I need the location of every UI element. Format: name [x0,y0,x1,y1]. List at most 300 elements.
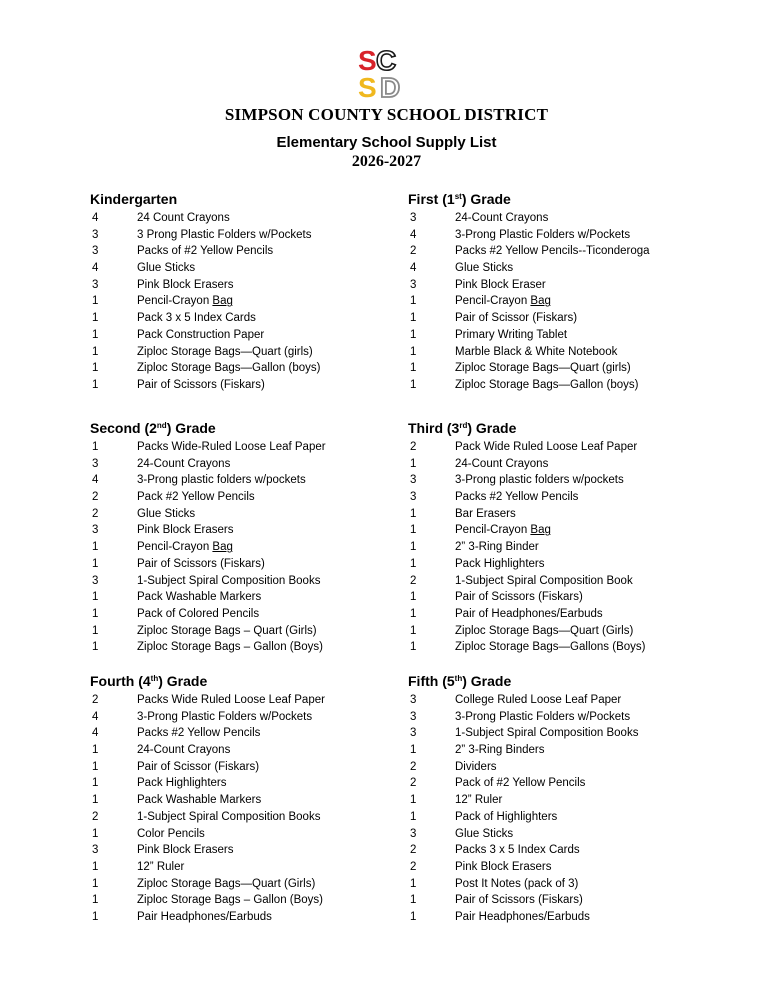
item-description [455,859,552,876]
item-text: Pencil-Crayon [137,295,213,308]
list-item [408,725,768,742]
item-text: 24-Count Crayons [137,744,231,757]
item-quantity: 1 [410,362,417,375]
item-text: Pair Headphones/Earbuds [137,910,272,923]
item-quantity: 1 [92,744,99,757]
item-text-underlined: Bag [530,295,551,308]
item-description [455,892,583,909]
item-quantity: 1 [92,441,99,453]
list-item [408,842,768,859]
section-fourth-grade [90,673,450,926]
item-text: 24-Count Crayons [455,457,549,470]
list-item [90,327,450,344]
list-item [90,892,450,909]
list-item [90,639,450,656]
item-text: Pair of Scissor (Fiskars) [455,312,578,325]
item-quantity: 1 [410,295,417,308]
item-list [90,210,450,394]
section-title-text: Second (2 [90,420,157,436]
item-description [137,472,306,489]
list-item [408,260,768,277]
item-quantity: 4 [410,262,417,275]
item-text: Packs #2 Yellow Pencils--Ticonderoga [455,245,650,258]
list-item [408,539,768,556]
item-text-underlined: Bag [530,524,551,537]
item-description [137,243,273,260]
item-description [137,377,265,394]
item-quantity: 1 [410,541,417,554]
item-quantity: 1 [92,295,99,308]
section-title-text: Kindergarten [90,191,178,207]
item-text: 1-Subject Spiral Composition Book [455,574,633,587]
item-text: Primary Writing Tablet [455,328,568,341]
section-title-text: Fourth (4 [90,673,151,689]
item-text: Pink Block Erasers [137,524,234,537]
item-text: Pack #2 Yellow Pencils [137,491,255,504]
item-text: Pink Block Eraser [455,278,546,291]
list-item [90,775,450,792]
section-title-ordinal: st [454,192,462,201]
item-description [137,260,195,277]
item-description [455,277,546,294]
list-item [90,506,450,523]
list-item [408,589,768,606]
item-quantity: 1 [92,607,99,620]
item-text: Pack 3 x 5 Index Cards [137,312,256,325]
item-quantity: 3 [92,457,99,470]
section-title-suffix: ) Grade [462,673,512,689]
item-description [455,472,624,489]
list-item [90,709,450,726]
item-description [137,439,326,456]
item-text: Pack of #2 Yellow Pencils [455,777,586,790]
item-text: Ziploc Storage Bags—Quart (girls) [137,345,313,358]
item-text: Pack of Highlighters [455,810,558,823]
item-description [455,792,502,809]
item-text: Pair of Scissors (Fiskars) [137,557,265,570]
item-description [455,522,551,539]
item-text: 24-Count Crayons [455,212,549,224]
item-quantity: 1 [410,894,417,907]
list-item [90,489,450,506]
list-item [90,606,450,623]
item-text: Ziploc Storage Bags—Gallons (Boys) [455,641,646,654]
section-title-text: Third (3 [408,420,460,436]
list-item [90,809,450,826]
item-description [455,310,577,327]
logo-s-gold: S [358,72,377,100]
item-text: Glue Sticks [455,262,514,275]
item-quantity: 1 [92,760,99,773]
item-text: 12” Ruler [455,794,503,807]
item-description [137,556,265,573]
list-item [408,826,768,843]
item-quantity: 3 [92,278,99,291]
item-description [455,623,633,640]
section-second-grade [90,420,450,656]
section-title [408,420,768,437]
item-quantity: 3 [410,212,417,224]
item-quantity: 1 [410,345,417,358]
list-item [408,742,768,759]
item-description [455,742,544,759]
item-description [137,210,230,227]
item-description [455,243,650,260]
list-item [90,456,450,473]
item-text: 3-Prong Plastic Folders w/Pockets [455,710,631,723]
item-description [137,792,261,809]
list-item [408,293,768,310]
list-item [408,522,768,539]
item-description [455,775,585,792]
item-text: Packs Wide-Ruled Loose Leaf Paper [137,441,326,453]
item-quantity: 1 [410,794,417,807]
item-text: Ziploc Storage Bags—Gallon (boys) [455,378,639,391]
item-description [455,573,633,590]
item-text-underlined: Bag [212,295,233,308]
list-item [408,556,768,573]
list-item [90,759,450,776]
item-description [455,489,578,506]
item-quantity: 1 [410,877,417,890]
item-quantity: 2 [410,245,417,258]
item-description [455,344,617,361]
item-quantity: 1 [410,910,417,923]
item-text: 2” 3-Ring Binder [455,541,539,554]
item-text: Pack Construction Paper [137,328,265,341]
document-title: Elementary School Supply List [276,134,497,151]
list-item [90,210,450,227]
item-description [137,859,184,876]
item-text: Pink Block Erasers [137,844,234,857]
item-description [455,826,513,843]
item-text: 24 Count Crayons [137,212,230,224]
item-description [137,742,230,759]
item-description [137,759,259,776]
item-text: 1-Subject Spiral Composition Books [137,574,321,587]
logo-d-gray: D [380,72,401,100]
item-description [455,556,544,573]
item-text: Pair Headphones/Earbuds [455,910,590,923]
item-quantity: 1 [410,312,417,325]
item-description [137,775,226,792]
district-logo [356,44,422,100]
list-item [408,809,768,826]
logo-c-black: C [376,45,397,76]
item-quantity: 4 [92,710,99,723]
item-quantity: 4 [92,474,99,487]
item-text: Ziploc Storage Bags – Gallon (Boys) [137,894,324,907]
item-quantity: 1 [92,345,99,358]
logo-s-red: S [358,45,377,76]
section-title-text: First (1 [408,191,455,207]
item-list [408,692,768,926]
item-text: Pink Block Erasers [455,860,552,873]
item-quantity: 1 [92,624,99,637]
item-description [455,589,583,606]
item-text: Pack Washable Markers [137,591,262,604]
item-text: Post It Notes (pack of 3) [455,877,579,890]
item-text: Pair of Scissors (Fiskars) [455,894,583,907]
list-item [408,210,768,227]
item-description [455,709,630,726]
item-quantity: 1 [92,794,99,807]
item-quantity: 4 [92,212,99,224]
list-item [408,277,768,294]
item-description [455,639,645,656]
item-quantity: 1 [410,457,417,470]
item-text: 3-Prong plastic folders w/pockets [137,474,306,487]
item-quantity: 2 [410,574,417,587]
item-description [137,539,233,556]
item-description [455,327,567,344]
section-title-text: Fifth (5 [408,673,455,689]
list-item [408,892,768,909]
item-description [137,573,320,590]
item-text: Glue Sticks [137,262,196,275]
item-description [137,692,325,709]
item-text: Dividers [455,760,497,773]
item-description [455,227,630,244]
list-item [90,692,450,709]
section-fifth-grade [408,673,768,926]
item-quantity: 4 [92,727,99,740]
list-item [90,344,450,361]
item-text: Pair of Scissor (Fiskars) [137,760,260,773]
item-description [137,489,255,506]
item-description [455,759,497,776]
list-item [90,589,450,606]
item-description [137,310,256,327]
list-item [408,909,768,926]
item-text: Ziploc Storage Bags – Gallon (Boys) [137,641,324,654]
item-quantity: 1 [92,378,99,391]
section-title-ordinal: nd [156,421,167,430]
item-text: Pack Washable Markers [137,794,262,807]
item-description [137,456,230,473]
item-quantity: 3 [410,474,417,487]
item-quantity: 4 [410,228,417,241]
item-text: Glue Sticks [137,507,196,520]
item-quantity: 1 [410,591,417,604]
list-item [90,243,450,260]
item-quantity: 1 [92,328,99,341]
section-title-suffix: ) Grade [158,673,208,689]
item-text: Ziploc Storage Bags—Quart (Girls) [137,877,316,890]
item-quantity: 3 [410,694,417,706]
item-quantity: 3 [92,524,99,537]
item-description [455,210,548,227]
item-quantity: 1 [410,524,417,537]
list-item [90,310,450,327]
item-text: 3-Prong Plastic Folders w/Pockets [455,228,631,241]
item-text: Ziploc Storage Bags—Quart (girls) [455,362,631,375]
item-quantity: 3 [92,245,99,258]
item-text: Pair of Scissors (Fiskars) [455,591,583,604]
item-quantity: 1 [92,877,99,890]
item-quantity: 2 [92,694,99,706]
item-description [137,826,205,843]
item-quantity: 1 [92,827,99,840]
item-quantity: 1 [92,557,99,570]
item-text: Color Pencils [137,827,205,840]
list-item [408,344,768,361]
item-quantity: 2 [410,844,417,857]
item-list [408,439,768,656]
item-description [137,522,234,539]
item-quantity: 3 [92,844,99,857]
item-text: 3-Prong plastic folders w/pockets [455,474,624,487]
list-item [90,573,450,590]
list-item [408,876,768,893]
list-item [408,639,768,656]
section-kindergarten [90,191,450,394]
item-description [455,539,539,556]
list-item [408,227,768,244]
list-item [90,725,450,742]
item-text: Packs Wide Ruled Loose Leaf Paper [137,694,325,706]
list-item [408,606,768,623]
item-description [455,360,631,377]
item-list [90,692,450,926]
item-description [455,876,578,893]
item-text: Pair of Scissors (Fiskars) [137,378,265,391]
item-description [455,909,590,926]
list-item [90,360,450,377]
item-description [455,842,580,859]
item-text: Pack Wide Ruled Loose Leaf Paper [455,441,638,453]
item-description [137,639,323,656]
section-title-ordinal: th [454,674,463,683]
item-quantity: 1 [410,624,417,637]
section-title-ordinal: rd [459,421,468,430]
item-description [455,506,516,523]
section-title [408,673,768,690]
item-quantity: 1 [92,641,99,654]
item-quantity: 1 [92,894,99,907]
item-quantity: 1 [92,362,99,375]
section-title [408,191,768,208]
item-quantity: 3 [410,727,417,740]
item-text: Pack of Colored Pencils [137,607,260,620]
list-item [408,859,768,876]
item-text: Packs of #2 Yellow Pencils [137,245,274,258]
item-description [137,589,261,606]
item-description [137,909,272,926]
item-description [455,456,548,473]
item-quantity: 3 [92,574,99,587]
item-text: Packs #2 Yellow Pencils [137,727,261,740]
list-item [408,310,768,327]
section-first-grade [408,191,768,394]
list-item [408,573,768,590]
list-item [90,742,450,759]
list-item [408,472,768,489]
item-quantity: 3 [410,710,417,723]
item-quantity: 2 [410,760,417,773]
list-item [408,439,768,456]
district-name: SIMPSON COUNTY SCHOOL DISTRICT [224,105,549,124]
section-title [90,191,450,208]
item-quantity: 1 [92,910,99,923]
item-description [455,293,551,310]
item-quantity: 1 [410,744,417,757]
item-quantity: 2 [92,491,99,504]
item-text: Bar Erasers [455,507,516,520]
list-item [408,709,768,726]
item-text: Glue Sticks [455,827,514,840]
item-quantity: 1 [92,591,99,604]
item-quantity: 1 [410,810,417,823]
item-text: Packs #2 Yellow Pencils [455,491,579,504]
list-item [90,472,450,489]
list-item [90,909,450,926]
list-item [90,260,450,277]
item-description [137,293,233,310]
list-item [90,826,450,843]
item-text: Pack Highlighters [137,777,227,790]
list-item [408,360,768,377]
section-title-ordinal: th [150,674,159,683]
item-text: 3 Prong Plastic Folders w/Pockets [137,228,312,241]
item-quantity: 1 [410,557,417,570]
item-quantity: 1 [410,641,417,654]
item-description [137,876,315,893]
item-text: Packs 3 x 5 Index Cards [455,844,580,857]
item-description [137,606,259,623]
item-text-underlined: Bag [212,541,233,554]
section-title [90,420,450,437]
item-quantity: 2 [410,860,417,873]
item-description [137,506,195,523]
item-quantity: 1 [92,312,99,325]
item-description [455,260,513,277]
item-text: Ziploc Storage Bags—Quart (Girls) [455,624,634,637]
item-text: 1-Subject Spiral Composition Books [137,810,321,823]
item-description [137,709,312,726]
list-item [408,489,768,506]
list-item [408,759,768,776]
list-item [408,623,768,640]
item-quantity: 1 [410,607,417,620]
item-description [137,360,320,377]
item-description [455,606,603,623]
section-title [90,673,450,690]
item-text: Pink Block Erasers [137,278,234,291]
list-item [90,522,450,539]
item-quantity: 1 [410,328,417,341]
list-item [90,277,450,294]
item-text: Pencil-Crayon [137,541,213,554]
item-description [137,623,317,640]
item-description [137,892,323,909]
list-item [408,377,768,394]
item-description [137,725,260,742]
item-description [137,327,264,344]
item-description [455,439,637,456]
list-item [408,456,768,473]
item-list [90,439,450,656]
list-item [90,859,450,876]
item-quantity: 2 [410,441,417,453]
section-title-suffix: ) Grade [461,191,511,207]
item-description [137,809,320,826]
list-item [90,377,450,394]
item-quantity: 1 [410,507,417,520]
item-description [137,277,234,294]
item-text: College Ruled Loose Leaf Paper [455,694,622,706]
list-item [408,243,768,260]
